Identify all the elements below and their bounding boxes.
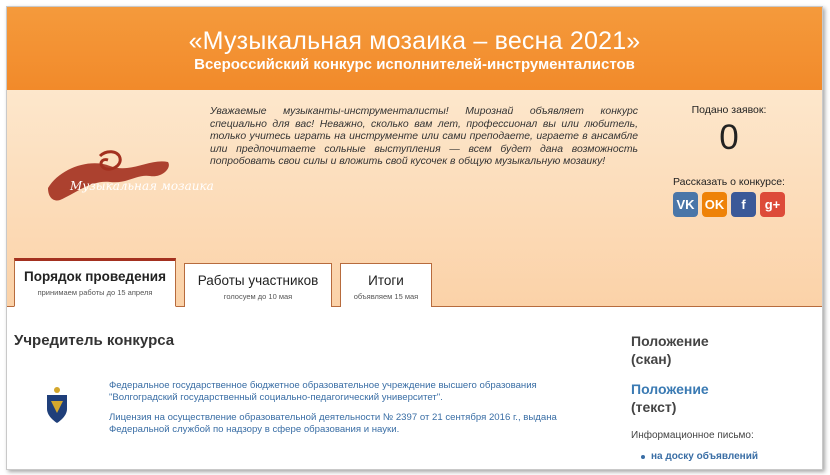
tab-results[interactable] bbox=[340, 263, 432, 307]
page-subtitle: Всероссийский конкурс исполнителей-инструменталистов bbox=[194, 56, 635, 73]
tab-results-sub: объявляем 15 мая bbox=[353, 292, 419, 301]
founder-title: Учредитель конкурса bbox=[14, 332, 175, 349]
license-info: Лицензия на осуществление образовательной деятельности № 2397 от 21 сентября 2016 г., выдана Федеральной службой по надзору в сфере образования и науки. bbox=[109, 412, 557, 435]
applications-label: Подано заявок: bbox=[691, 104, 767, 116]
regulation-text-line2: (текст) bbox=[631, 399, 677, 415]
facebook-icon[interactable]: f bbox=[731, 192, 756, 217]
contest-logo-text: Музыкальная мозаика bbox=[70, 179, 214, 193]
board-link[interactable]: на доску объявлений bbox=[651, 451, 811, 462]
tab-works-label: Работы участников bbox=[197, 273, 319, 288]
organization-info bbox=[109, 380, 559, 444]
tab-procedure-label: Порядок проведения bbox=[24, 269, 166, 284]
tab-procedure-sub: принимаем работы до 15 апреля bbox=[37, 288, 153, 297]
regulation-text-line1: Положение bbox=[631, 381, 709, 397]
applications-count: 0 bbox=[719, 118, 739, 157]
tab-bar bbox=[14, 258, 432, 307]
info-letter-label: Информационное письмо: bbox=[631, 430, 754, 441]
regulation-scan-line1: Положение bbox=[631, 333, 709, 349]
regulation-scan-line2: (скан) bbox=[631, 351, 672, 367]
page-title: «Музыкальная мозаика – весна 2021» bbox=[188, 27, 641, 55]
regulation-scan-link[interactable] bbox=[631, 332, 811, 368]
intro-text: Уважаемые музыканты-инструменталисты! Мирознай объявляет конкурс специально для вас! Неважно, сколько вам лет, профессионал вы или любитель, только учитесь играть на инструменте или сами преподаете, играете в ансамбле или предпочитаете сольные выступления — всем будет дана возможность попробовать свои силы и вложить свой кусочек в общую музыкальную мозаику! bbox=[210, 106, 638, 168]
page-header bbox=[7, 7, 822, 90]
social-buttons bbox=[669, 192, 789, 217]
share-label: Рассказать о конкурсе: bbox=[673, 176, 785, 188]
google-plus-icon[interactable]: g+ bbox=[760, 192, 785, 217]
tab-results-label: Итоги bbox=[368, 273, 404, 288]
vk-icon[interactable]: VK bbox=[673, 192, 698, 217]
tab-procedure[interactable] bbox=[14, 258, 176, 307]
tab-works-sub: голосуем до 10 мая bbox=[223, 292, 293, 301]
odnoklassniki-icon[interactable]: OK bbox=[702, 192, 727, 217]
organization-name: Федеральное государственное бюджетное образовательное учреждение высшего образования "Волгоградский государственный социально-педагогический университет". bbox=[109, 380, 537, 403]
page-frame bbox=[6, 6, 823, 470]
university-emblem-icon bbox=[43, 385, 71, 425]
sidebar bbox=[631, 332, 811, 462]
stats-panel bbox=[669, 104, 789, 217]
hero-panel bbox=[7, 90, 822, 307]
tab-works[interactable] bbox=[184, 263, 332, 307]
contest-logo bbox=[40, 148, 214, 208]
regulation-text-link[interactable] bbox=[631, 380, 811, 416]
